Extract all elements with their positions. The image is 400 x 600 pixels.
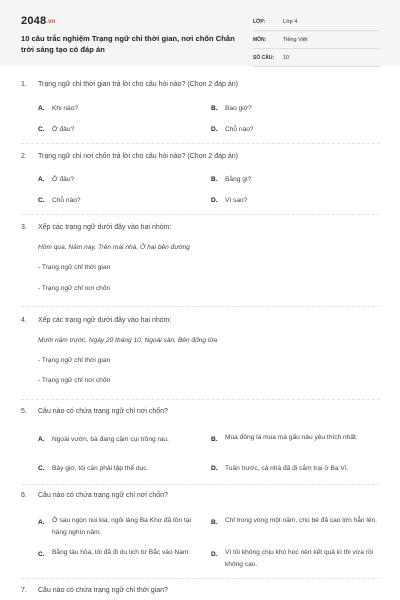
divider [21,306,380,307]
phrase-list: Mười năm trước, Ngày 20 tháng 10, Ngoài sân, Bên đống lửa [38,337,218,344]
option-letter: B. [211,105,218,112]
meta-row-grade [253,13,380,31]
question-number: 4. [21,317,27,324]
logo-suffix: .vn [46,19,56,25]
question-number: 3. [21,224,27,231]
option-letter: C. [38,465,45,472]
question-text: Câu nào có chứa trạng ngữ chỉ nơi chốn? [38,492,168,499]
meta-value: Tiếng Việt [283,36,308,43]
question-number: 7. [21,587,27,594]
option-letter: C. [38,197,45,204]
divider [21,214,380,215]
meta-value: Lớp 4 [283,18,298,25]
meta-label: MÔN: [253,36,267,43]
group-time-label: - Trạng ngữ chỉ thời gian [38,264,111,271]
question-text: Câu nào có chứa trạng ngữ chỉ nơi chốn? [38,408,168,415]
site-logo[interactable] [21,15,56,27]
group-place-label: - Trạng ngữ chỉ nơi chốn [38,285,111,292]
question-text: Xếp các trạng ngữ dưới đây vào hai nhóm: [38,317,172,324]
option-text: Chỉ trong vòng một năm, chú bé đã cao lớn hẳn lên. [225,517,378,524]
divider [21,578,380,579]
question-number: 2. [21,153,27,160]
option-letter: A. [38,436,45,443]
option-text: Mùa đông là mùa mà gấu nâu yêu thích nhất. [225,434,358,441]
meta-row-subject [253,31,380,49]
option-text: Chỗ nào? [225,126,254,133]
phrase-list: Hôm qua, Năm nay, Trên mái nhà, Ở hai bên đường [38,244,190,251]
logo-number: 2048 [21,15,47,27]
option-text: Bao giờ? [225,105,252,112]
option-text: Ở sau ngọn núi kia, ngôi làng Ba Khơ đã tồn tại hàng nghìn năm. [52,517,192,536]
worksheet-header [0,0,400,66]
divider [21,484,380,485]
meta-label: LỚP: [253,18,266,25]
group-place-label: - Trạng ngữ chỉ nơi chốn [38,377,111,384]
option-letter: A. [38,176,45,183]
question-text: Câu nào có chứa trạng ngữ chỉ thời gian? [38,587,168,594]
option-text: Bằng gì? [225,176,252,183]
option-text: Bây giờ, tôi cần phải tập thể dục. [52,465,149,472]
option-letter: B. [211,176,218,183]
option-letter: A. [38,519,45,526]
question-number: 5. [21,408,27,415]
question-text: Xếp các trạng ngữ dưới đây vào hai nhóm: [38,224,172,231]
option-letter: A. [38,105,45,112]
question-text: Trạng ngữ chỉ thời gian trả lời cho câu hỏi nào? (Chọn 2 đáp án) [38,81,239,88]
meta-value: 10 [283,54,290,61]
question-text: Trạng ngữ chỉ nơi chốn trả lời cho câu hỏi nào? (Chọn 2 đáp án) [38,153,239,160]
option-letter: C. [38,126,45,133]
divider [21,143,380,144]
option-letter: D. [211,126,218,133]
option-letter: D. [211,465,218,472]
meta-label: SỐ CÂU: [253,54,275,61]
question-number: 6. [21,492,27,499]
option-text: Ở đâu? [52,126,75,133]
option-text: Khi nào? [52,105,79,112]
option-letter: B. [211,436,218,443]
meta-info [253,13,380,67]
option-text: Ở đâu? [52,176,75,183]
meta-row-count [253,49,380,67]
worksheet-title: 10 câu trắc nghiệm Trạng ngữ chỉ thời gian, nơi chốn Chân trời sáng tạo có đáp án [21,34,235,54]
option-letter: D. [211,197,218,204]
divider [21,399,380,400]
option-text: Tuần trước, cả nhà đã đi cắm trại ở Ba Vì. [225,465,349,472]
option-text: Ngoài vườn, bà đang cặm cụi trồng rau. [52,436,169,443]
option-letter: B. [211,519,218,526]
option-text: Vì tôi không chịu khó học nên kết quả kì thi vừa rồi không cao. [225,549,374,568]
option-text: Bằng tàu hỏa, tôi đã đi du lịch từ Bắc vào Nam. [52,549,191,556]
option-text: Vì sao? [225,197,248,204]
option-text: Chỗ nào? [52,197,81,204]
question-number: 1. [21,81,27,88]
option-letter: C. [38,551,45,558]
group-time-label: - Trạng ngữ chỉ thời gian [38,357,111,364]
option-letter: D. [211,551,218,558]
